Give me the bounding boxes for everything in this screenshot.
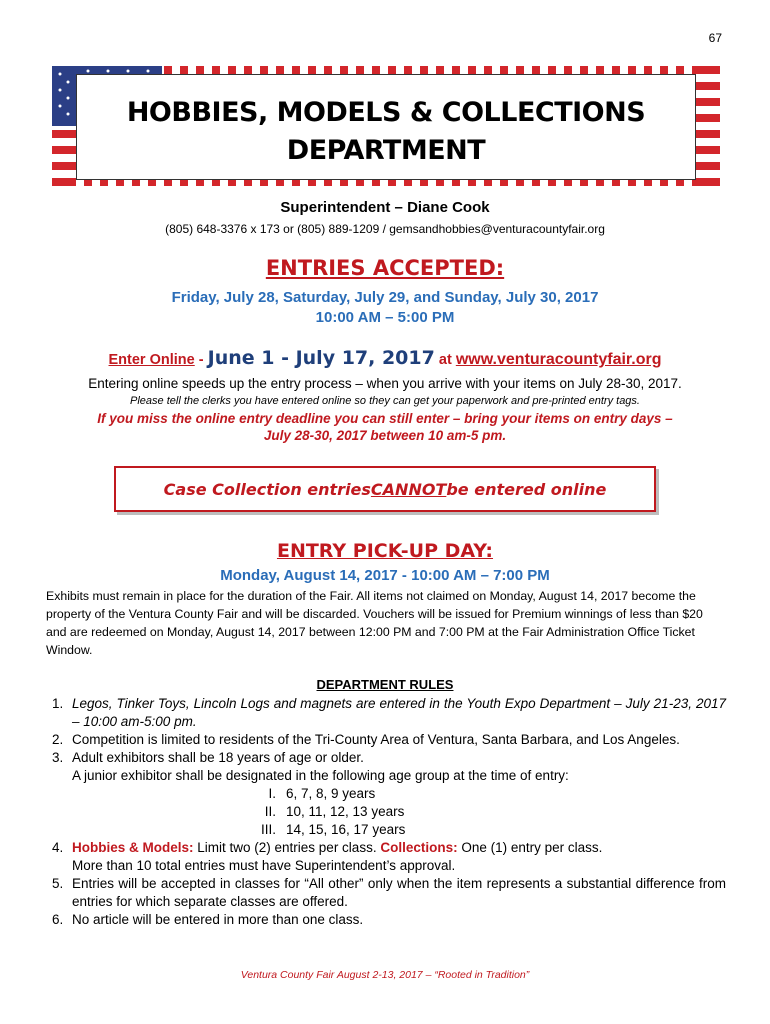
case-notice-before: Case Collection entries [163,479,371,499]
online-sep: - [194,352,208,368]
rule-5 [46,875,726,911]
rule-number: 1. [52,696,64,711]
rule-4-approval-text: More than 10 total entries must have Superintendent’s approval. [72,858,456,873]
rule-number: 3. [52,750,64,765]
pickup-date: Monday, August 14, 2017 - 10:00 AM – 7:00 PM [220,567,550,584]
entries-time: 10:00 AM – 5:00 PM [315,309,455,326]
online-at: at [434,352,456,368]
missed-deadline-line2: July 28-30, 2017 between 10 am-5 pm. [263,428,507,443]
rule-2-text: Competition is limited to residents of the Tri-County Area of Ventura, Santa Barbara, and Los Angeles. [72,732,680,747]
hobbies-models-label: Hobbies & Models: [72,840,194,855]
rule-6 [46,911,726,929]
rule-4 [46,839,726,875]
rules-list [46,695,726,929]
rule-number: 5. [52,876,64,891]
fair-website-link[interactable]: www.venturacountyfair.org [455,351,662,368]
department-title-line1: HOBBIES, MODELS & COLLECTIONS [126,97,646,128]
pickup-heading: ENTRY PICK-UP DAY: [276,540,494,562]
age-group-numeral: III. [260,822,276,837]
rule-number: 4. [52,840,64,855]
rule-1 [46,695,726,731]
online-entry-line [0,347,770,369]
online-speeds-note: Entering online speeds up the entry process – when you arrive with your items on July 28-30, 2017. [88,376,682,391]
superintendent: Superintendent – Diane Cook [280,199,490,216]
age-group-item [46,803,726,821]
case-notice-emph: CANNOT [370,479,447,499]
entries-dates: Friday, July 28, Saturday, July 29, and Sunday, July 30, 2017 [171,289,599,306]
age-group-text: 10, 11, 12, 13 years [286,804,405,819]
age-group-item [46,821,726,839]
rule-number: 2. [52,732,64,747]
department-title-line2: DEPARTMENT [286,135,486,166]
collections-limit-text: One (1) entry per class. [457,840,603,855]
rule-2 [46,731,726,749]
title-box [76,74,696,180]
rule-1-text: Legos, Tinker Toys, Lincoln Logs and magnets are entered in the Youth Expo Department – July 21-23, 2017 – 10:00 am-5:00 pm. [72,696,726,729]
enter-online-label: Enter Online [108,352,195,368]
rule-5-text: Entries will be accepted in classes for “All other” only when the item represents a substantial difference from entries for which separate classes are offered. [72,876,726,909]
clerks-note: Please tell the clerks you have entered online so they can get your paperwork and pre-printed entry tags. [130,395,640,407]
case-collection-notice [114,466,656,512]
rule-6-text: No article will be entered in more than one class. [72,912,364,927]
age-group-numeral: II. [264,804,276,819]
page-number: 67 [708,31,722,45]
online-dates: June 1 - July 17, 2017 [207,347,435,369]
rule-3-text: Adult exhibitors shall be 18 years of age or older. [72,750,364,765]
title-banner [52,66,720,186]
collections-label: Collections: [380,840,458,855]
age-group-text: 14, 15, 16, 17 years [286,822,406,837]
page-footer: Ventura County Fair August 2-13, 2017 – “Rooted in Tradition” [240,969,530,981]
case-notice-after: be entered online [446,479,607,499]
age-group-item [46,785,726,803]
entries-heading: ENTRIES ACCEPTED: [265,256,505,280]
contact-info: (805) 648-3376 x 173 or (805) 889-1209 / gemsandhobbies@venturacountyfair.org [165,222,605,236]
age-group-numeral: I. [268,786,276,801]
rule-number: 6. [52,912,64,927]
pickup-text: Exhibits must remain in place for the duration of the Fair. All items not claimed on Monday, August 14, 2017 become the property of the Ventura County Fair and will be discarded. Vouchers will be issued for Premium winnings of less than $20 and are redeemed on Monday, August 14, 2017 between 12:00 PM and 7:00 PM at the Fair Administration Office Ticket Window. [46,589,703,657]
rule-3 [46,749,726,785]
age-group-text: 6, 7, 8, 9 years [286,786,376,801]
missed-deadline-line1: If you miss the online entry deadline you can still enter – bring your items on entry days – [97,411,673,426]
hobbies-limit-text: Limit two (2) entries per class. [193,840,381,855]
rules-heading: DEPARTMENT RULES [316,677,454,692]
rule-3-junior-text: A junior exhibitor shall be designated in the following age group at the time of entry: [72,768,569,783]
